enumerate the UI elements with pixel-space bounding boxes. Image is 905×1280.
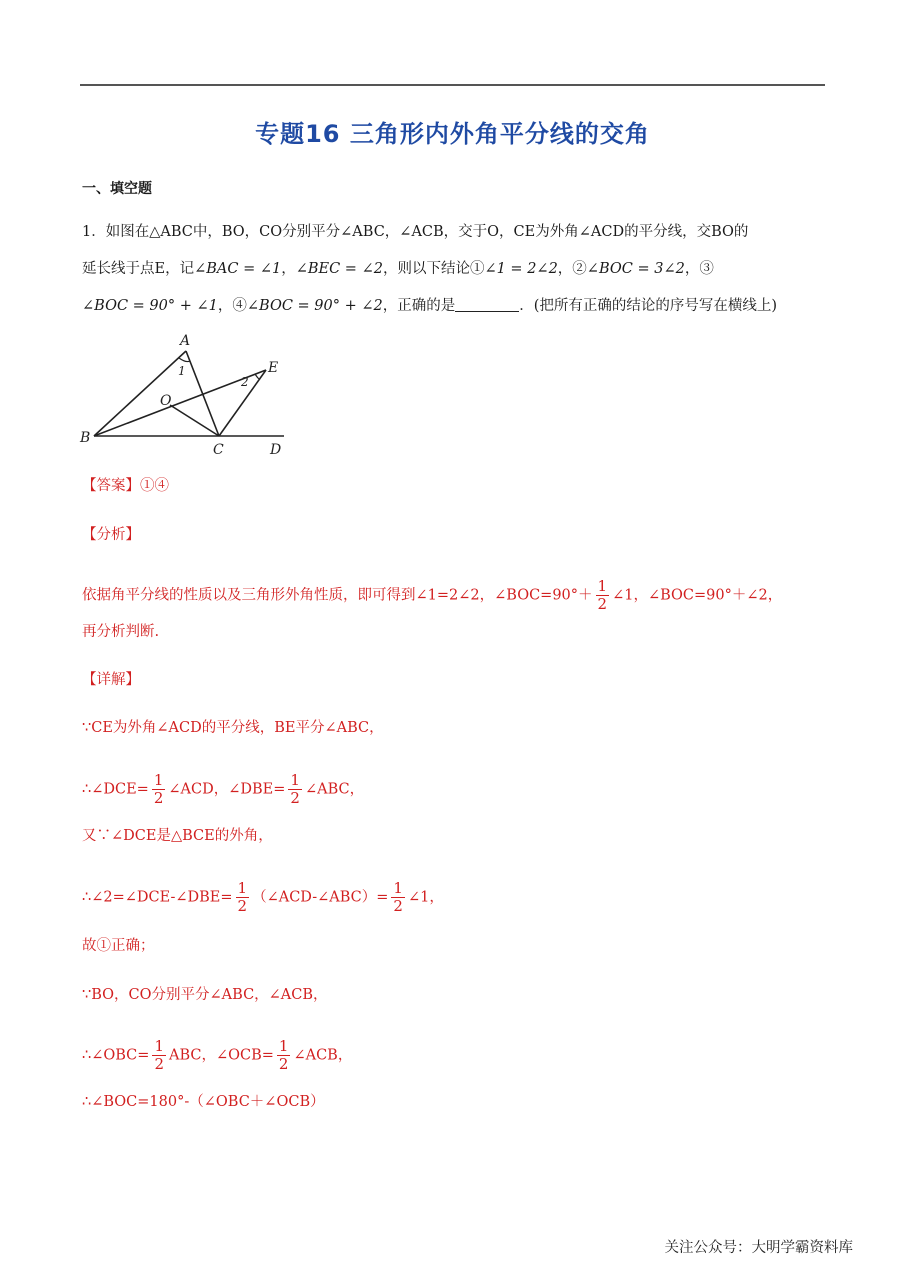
top-rule [80, 84, 825, 86]
fraction: $\frac{1}{2}$ [154, 1037, 164, 1073]
label-d: D [270, 442, 282, 458]
math-expr: ∠BEC = ∠2 [295, 261, 383, 277]
line-ba [94, 351, 186, 436]
detail-step-6: ∵BO，CO分别平分∠ABC，∠ACB， [82, 987, 328, 1003]
detail-label: 【详解】 [82, 672, 140, 688]
label-angle-2: 2 [241, 375, 249, 389]
answer-line [82, 476, 169, 496]
math-expr: ∠BOC = 3∠2 [586, 261, 685, 277]
detail-step-7: ∴∠OBC= $\frac{1}{2}$ ABC，∠OCB= $\frac{1}{2}$ ∠ACB， [82, 1037, 353, 1073]
question-line-3: ∠BOC = 90° + ∠1，④∠BOC = 90° + ∠2，正确的是 ．(把所有正确的结论的序号写在横线上) [82, 298, 778, 314]
fraction: $\frac{1}{2}$ [597, 577, 608, 613]
detail-step-8: ∴∠BOC=180°-（∠OBC＋∠OCB） [82, 1094, 325, 1110]
math-expr: ∠1 = 2∠2 [484, 261, 558, 277]
label-c: C [213, 442, 224, 458]
page-title: 专题16 三角形内外角平分线的交角 [255, 120, 650, 148]
label-o: O [160, 393, 172, 409]
fraction: $\frac{1}{2}$ [290, 771, 300, 807]
analysis-label: 【分析】 [82, 527, 140, 543]
question-line-1: 1．如图在△ABC中，BO，CO分别平分∠ABC，∠ACB，交于O，CE为外角∠ACD的平分线，交BO的 [82, 224, 749, 240]
line-oc [170, 405, 219, 436]
footer-credit: 关注公众号：大明学霸资料库 [664, 1240, 853, 1256]
answer-blank[interactable] [455, 297, 519, 312]
detail-step-2: ∴∠DCE= $\frac{1}{2}$ ∠ACD，∠DBE= $\frac{1}{2}$ ∠ABC， [82, 771, 365, 807]
geometry-figure [76, 330, 298, 458]
label-e: E [268, 360, 279, 376]
answer-value: ①④ [140, 478, 169, 494]
fraction: $\frac{1}{2}$ [393, 879, 403, 915]
detail-step-1: ∵CE为外角∠ACD的平分线，BE平分∠ABC， [82, 720, 384, 736]
detail-step-3: 又∵∠DCE是△BCE的外角， [82, 828, 273, 844]
math-expr: ∠BOC = 90° + ∠1 [82, 298, 218, 314]
analysis-line-2: 再分析判断. [82, 624, 160, 640]
fraction: $\frac{1}{2}$ [153, 771, 164, 807]
label-angle-1: 1 [178, 364, 186, 378]
line-ac [186, 351, 219, 436]
fraction: $\frac{1}{2}$ [237, 879, 248, 915]
math-expr: ∠BOC = 90° + ∠2 [246, 298, 383, 314]
section-heading: 一、填空题 [82, 181, 152, 197]
question-line-2: 延长线于点E，记∠BAC = ∠1，∠BEC = ∠2，则以下结论①∠1 = 2∠2，②∠BOC = 3∠2，③ [82, 261, 714, 277]
answer-label: 【答案】 [82, 478, 140, 494]
label-b: B [80, 430, 91, 446]
math-expr: ∠BAC = ∠1 [194, 261, 282, 277]
fraction: $\frac{1}{2}$ [278, 1037, 289, 1073]
analysis-line-1: 依据角平分线的性质以及三角形外角性质，即可得到∠1=2∠2，∠BOC=90°＋ $\frac{1}{2}$ ∠1，∠BOC=90°＋∠2， [82, 577, 783, 613]
detail-step-5: 故①正确； [82, 938, 155, 954]
detail-step-4: ∴∠2=∠DCE-∠DBE= $\frac{1}{2}$ （∠ACD-∠ABC）= $\frac{1}{2}$ ∠1， [82, 879, 444, 915]
label-a: A [180, 333, 191, 349]
